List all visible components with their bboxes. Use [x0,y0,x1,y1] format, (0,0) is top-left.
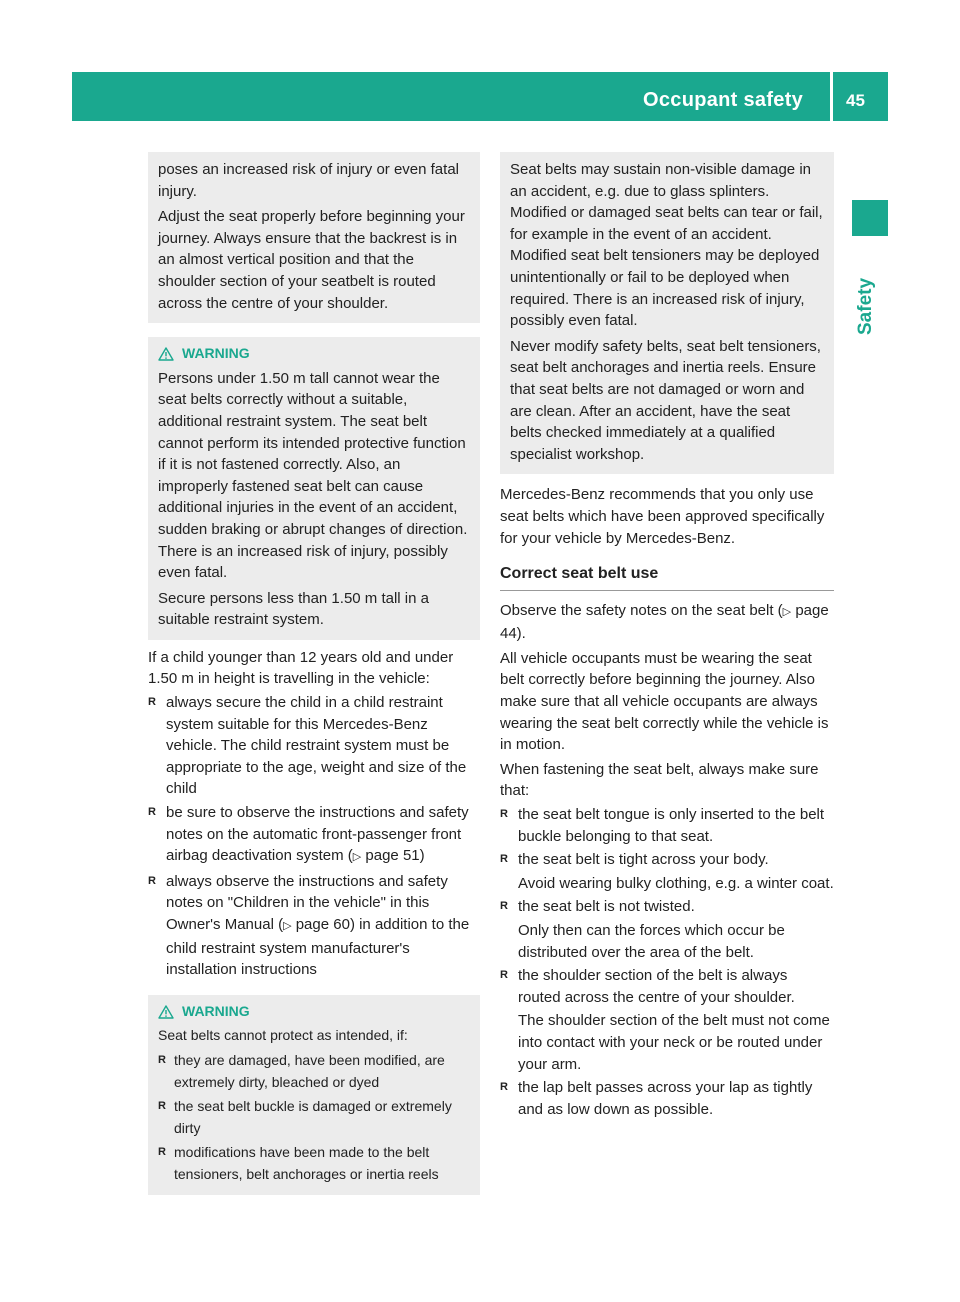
header-title: Occupant safety [643,89,804,111]
list-item: R the seat belt is tight across your body. Avoid wearing bulky clothing, e.g. a winter coat. [500,851,834,892]
bullet-icon: R [148,874,156,887]
list-item: R the seat belt buckle is damaged or extremely dirty [158,1098,452,1136]
bullet-icon: R [158,1100,166,1113]
bullet-icon: R [500,969,508,982]
page-ref-link[interactable]: page 44). [500,601,829,643]
list-item: R the shoulder section of the belt is always routed across the centre of your shoulder. The shoulder section of the belt must not come into contact with your neck or be routed under your arm. [500,967,830,1073]
warning-title: WARNING [158,343,471,365]
bullet-icon: R [500,808,508,821]
list-item: R always observe the instructions and safety notes on "Children in the vehicle" in this Owner's Manual (▷ page 60) in addition to the child restraint system manufacturer's installation instructions [148,872,470,979]
page-number: 45 [846,91,865,110]
bullet-icon: R [500,1081,508,1094]
header-divider [830,72,833,121]
bullet-icon: R [158,1146,166,1159]
recommend-text: Mercedes-Benz recommends that you only use seat belts which have been approved specifically for your vehicle by Mercedes-Benz. [500,486,825,547]
right-box-para2: Never modify safety belts, seat belt tensioners, seat belt anchorages and inertia reels. Ensure that seat belts are not damaged or worn and are clean. After an accident, have the seat belts checked immediately at a qualified specialist workshop. [510,337,821,463]
seat-adjust-box [148,152,480,323]
page-ref-link[interactable]: page 51) [365,847,425,865]
left-column [148,152,480,1195]
bullet-icon: R [148,806,156,819]
page-ref-arrow-icon: ▷ [352,851,362,864]
list-item: R always secure the child in a child restraint system suitable for this Mercedes-Benz vehicle. The child restraint system must be appropriate to the age, weight and size of the child [148,694,467,798]
warning2-bullets [158,1050,471,1186]
child-intro: If a child younger than 12 years old and under 1.50 m in height is travelling in the vehicle: [148,648,454,688]
box1-line2: Adjust the seat properly before beginning your journey. Always ensure that the backrest is in an almost vertical position and that the shoulder section of your seatbelt is routed across the centre of your shoulder. [158,208,465,312]
list-item: R the seat belt tongue is only inserted to the belt buckle belonging to that seat. [500,806,825,845]
list-item: R they are damaged, have been modified, are extremely dirty, bleached or dyed [158,1051,445,1090]
right-column [500,152,834,1120]
seat-belt-damage-box [500,152,834,474]
list-item: R be sure to observe the instructions and safety notes on the automatic front-passenger front airbag deactivation system (▷ page 51) [148,804,469,865]
warning-box-damage [148,995,480,1195]
warning-triangle-icon [158,347,174,361]
warning-triangle-icon [158,1005,174,1019]
observe-text: Observe the safety notes on the seat belt (▷ page 44). [500,601,829,643]
bullet-icon: R [158,1053,166,1066]
section-heading: Correct seat belt use [500,563,834,591]
right-box-para1: Seat belts may sustain non-visible damage in an accident, e.g. due to glass splinters. Modified or damaged seat belts can tear or fail, for example in the event of an accident. Modified seat belt tensioners may be deployed unintentionally or fail to be deployed when required. There is an increased risk of injury, possibly even fatal. [510,161,823,330]
fastening-intro: When fastening the seat belt, always make sure that: [500,760,819,800]
occupants-text: All vehicle occupants must be wearing the seat belt correctly before beginning the journey. Also make sure that all vehicle occupants are always wearing the seat belt correctly while the vehicle is in motion. [500,649,829,754]
page-ref-link[interactable]: page 60) in addition to the child restraint system manufacturer's installation instructions [166,916,470,979]
warning2-intro: Seat belts cannot protect as intended, if: [158,1027,408,1044]
warning1-para1: Persons under 1.50 m tall cannot wear the seat belts correctly without a suitable, additional restraint system. The seat belt cannot perform its intended protective function if it is not fastened correctly. Also, an improperly fastened seat belt can cause additional injuries in the event of an accident, sudden braking or abrupt changes of direction. There is an increased risk of injury, possibly even fatal. [158,369,468,582]
page-ref-arrow-icon: ▷ [782,605,792,618]
warning-box-height [148,337,480,640]
box1-line1: poses an increased risk of injury or even fatal injury. [158,161,459,200]
fastening-bullet-list [500,804,834,1120]
side-tab-label: Safety [855,277,876,335]
bullet-icon: R [148,696,156,709]
list-item: R modifications have been made to the belt tensioners, belt anchorages or inertia reels [158,1144,439,1182]
bullet-icon: R [500,853,508,866]
warning1-para2: Secure persons less than 1.50 m tall in a suitable restraint system. [158,589,429,629]
bullet-icon: R [500,900,508,913]
child-bullet-list [148,692,480,981]
list-item: R the lap belt passes across your lap as tightly and as low down as possible. [500,1079,813,1118]
page-ref-arrow-icon: ▷ [283,920,292,932]
list-item: R the seat belt is not twisted. Only then can the forces which occur be distributed over the area of the belt. [500,898,785,961]
warning-title: WARNING [158,1001,471,1023]
side-tab-marker [852,200,888,236]
